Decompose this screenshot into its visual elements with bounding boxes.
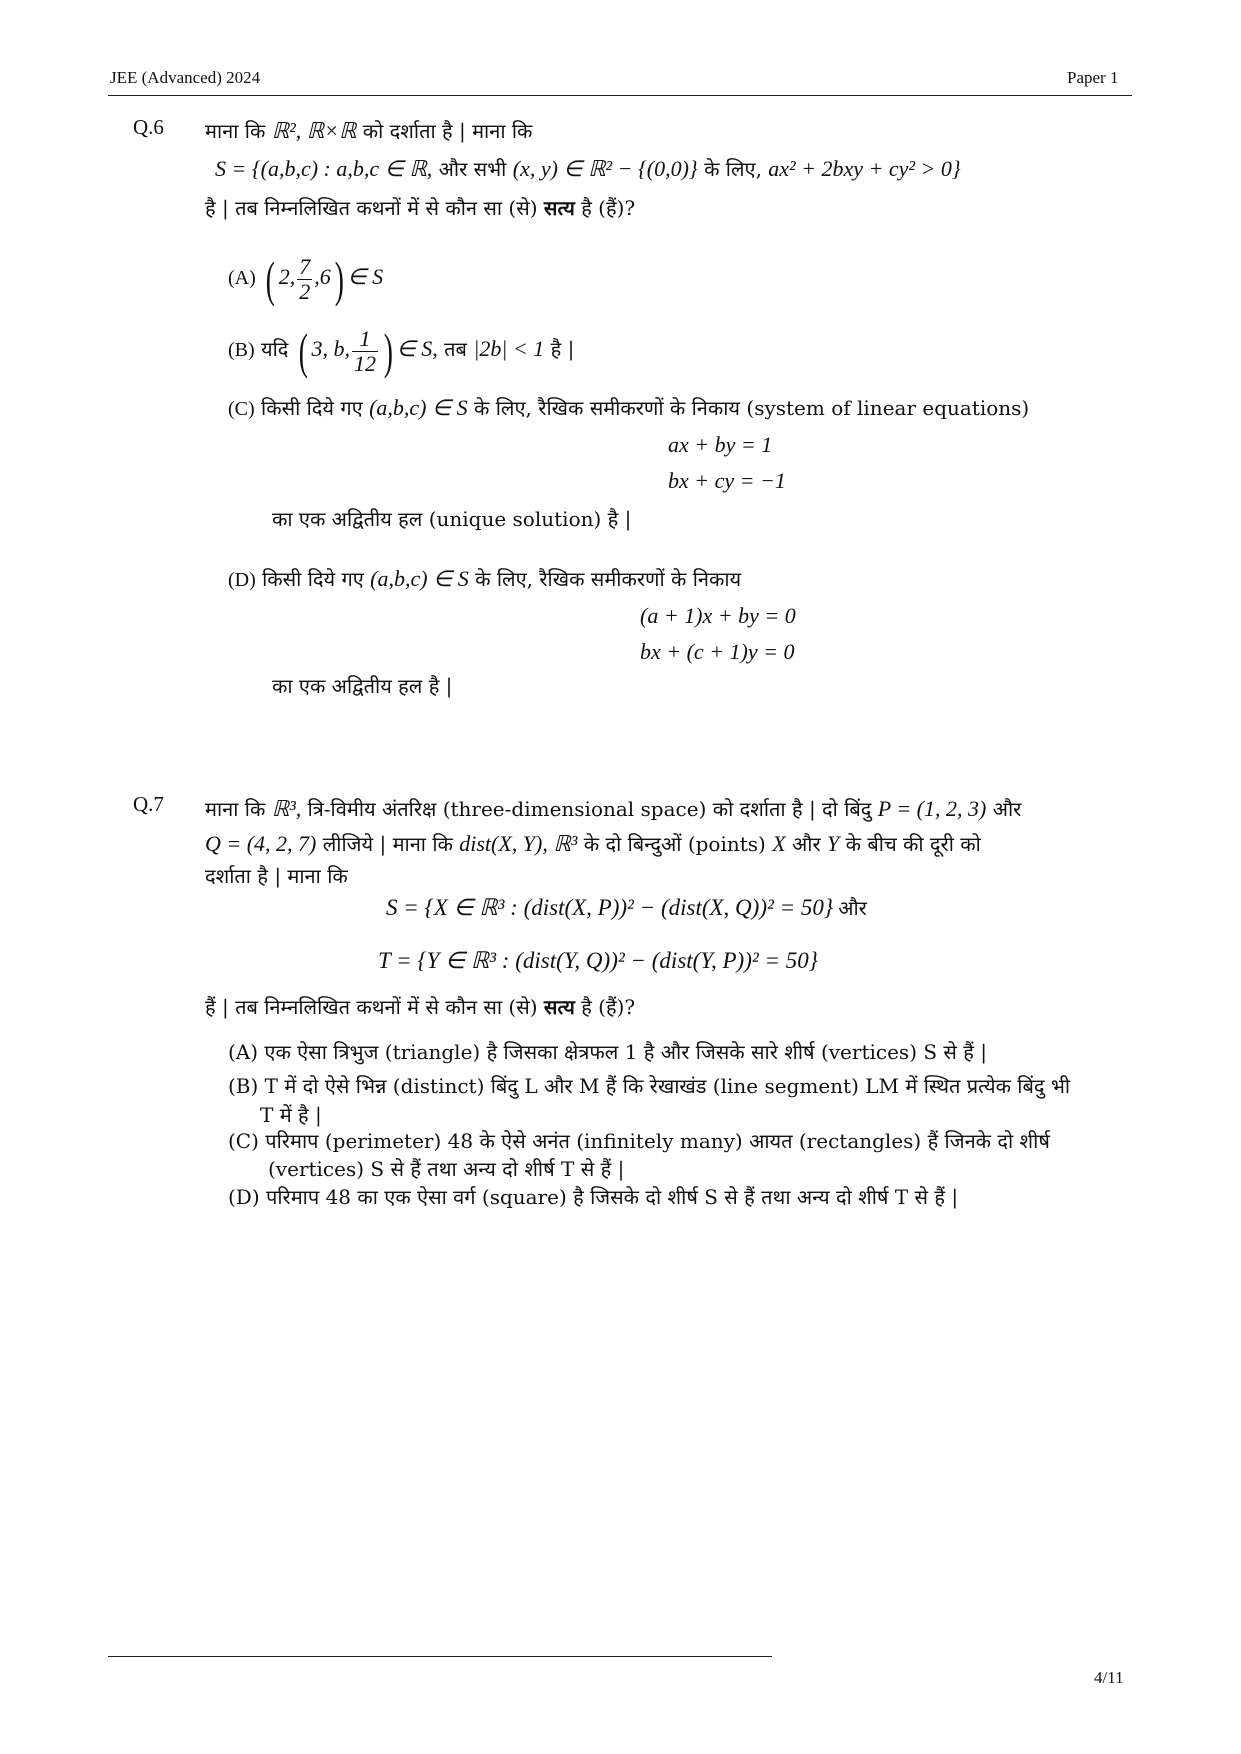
- q7-line3: दर्शाता है | माना कि: [205, 864, 348, 888]
- q6-set-def-b: (x, y) ∈ ℝ² − {(0,0)}: [512, 156, 698, 181]
- q7-option-b-line2: T में है |: [260, 1103, 322, 1127]
- q6-line1-math: ℝ², ℝ×ℝ: [271, 118, 357, 143]
- q7-line2: [205, 830, 981, 858]
- q6-set-def-a: S = {(a,b,c) : a,b,c ∈ ℝ,: [215, 156, 433, 181]
- q6-option-d-text: किसी दिये गए: [262, 567, 364, 591]
- footer-rule: [108, 1656, 772, 1657]
- q6-prompt-bold: सत्य: [543, 196, 575, 220]
- q6-option-a-fraction: [297, 255, 312, 302]
- q6-option-c-text2: के लिए, रैखिक समीकरणों के निकाय (system of linear equations): [474, 396, 1030, 420]
- q6-line2-text: और सभी: [438, 157, 507, 181]
- q6-line2-text2: के लिए,: [704, 157, 762, 181]
- q7-line2-text2: के दो बिन्दुओं (points): [583, 832, 766, 856]
- q6-option-b-label: (B): [228, 339, 255, 362]
- q6-option-b-end: है |: [550, 337, 575, 362]
- q6-option-a-label: (A): [228, 267, 256, 290]
- q7-line2-text4: के बीच की दूरी को: [845, 832, 981, 856]
- q6-option-d-label: (D): [228, 569, 256, 591]
- header-paper-label: Paper 1: [1067, 68, 1119, 87]
- q6-option-c-eq2: bx + cy = −1: [668, 468, 786, 493]
- q6-line2: [215, 155, 961, 183]
- q6-option-a-post: ,6: [314, 264, 331, 290]
- q7-option-a: (A) एक ऐसा त्रिभुज (triangle) है जिसका क्षेत्रफल 1 है और जिसके सारे शीर्ष (vertices) S से हैं |: [228, 1040, 988, 1064]
- q7-point-q: Q = (4, 2, 7): [205, 831, 317, 856]
- q6-line1-text: माना कि: [205, 119, 266, 143]
- q7-set-t: [378, 948, 818, 974]
- q6-option-b-fraction: [352, 327, 378, 374]
- q6-option-d: [228, 565, 741, 592]
- q6-option-b-math2: |2b| < 1: [473, 336, 545, 362]
- q6-line1-tail: को दर्शाता है | माना कि: [362, 119, 533, 143]
- q7-prompt-pre: हैं | तब निम्नलिखित कथनों में से कौन सा (से): [205, 995, 538, 1019]
- q7-option-b-line1: (B) T में दो ऐसे भिन्न (distinct) बिंदु L और M हैं कि रेखाखंड (line segment) LM में स्थित प्रत्येक बिंदु भी: [228, 1074, 1071, 1098]
- q7-set-s: [386, 895, 867, 921]
- q6-option-c-math: (a,b,c) ∈ S: [369, 395, 468, 420]
- q7-line1-math: ℝ³,: [271, 796, 302, 821]
- q7-option-c-line2: (vertices) S से हैं तथा अन्य दो शीर्ष T से हैं |: [268, 1157, 625, 1181]
- q6-option-d-text2: के लिए, रैखिक समीकरणों के निकाय: [475, 567, 742, 591]
- q6-prompt-pre: है | तब निम्नलिखित कथनों में से कौन सा (से): [205, 196, 538, 220]
- q7-line1: [205, 795, 1021, 823]
- q7-option-c-line1: (C) परिमाप (perimeter) 48 के ऐसे अनंत (infinitely many) आयत (rectangles) हैं जिनके दो शीर्ष: [228, 1129, 1050, 1153]
- q6-option-c-end: का एक अद्वितीय हल (unique solution) है |: [272, 507, 632, 531]
- q7-dist-def: dist(X, Y), ℝ³: [459, 831, 578, 856]
- q7-line2-text3: और: [792, 832, 821, 856]
- q7-set-s-eq: S = {X ∈ ℝ³ : (dist(X, P))² − (dist(X, Q))² = 50}: [386, 895, 834, 920]
- q6-option-b-num: 1: [352, 327, 378, 351]
- q6-number: Q.6: [133, 115, 164, 139]
- q6-option-b-tail: ∈ S,: [396, 336, 438, 362]
- q6-option-b-den: 12: [353, 350, 376, 376]
- q6-prompt: [205, 196, 635, 221]
- q6-option-d-eq1: (a + 1)x + by = 0: [640, 603, 796, 628]
- header-exam-title: JEE (Advanced) 2024: [110, 68, 261, 87]
- q7-option-d: (D) परिमाप 48 का एक ऐसा वर्ग (square) है जिसके दो शीर्ष S से हैं तथा अन्य दो शीर्ष T से हैं |: [228, 1185, 959, 1209]
- header-rule: [108, 95, 1132, 96]
- q7-set-t-eq: T = {Y ∈ ℝ³ : (dist(Y, Q))² − (dist(Y, P))² = 50}: [378, 948, 818, 973]
- q6-option-a: (A) ( 2, $\frac{7}{2}$ ,6) ∈ S: [228, 251, 384, 307]
- q6-option-c-text: किसी दिये गए: [261, 396, 363, 420]
- q6-option-b-pre: 3, b,: [311, 336, 350, 362]
- q6-option-a-pre: 2,: [278, 264, 296, 290]
- q7-prompt: [205, 995, 635, 1020]
- q6-option-b-text: यदि: [261, 337, 289, 362]
- q7-line1-end: और: [992, 797, 1022, 821]
- q6-option-c: [228, 394, 1029, 421]
- q7-var-x: X: [772, 831, 786, 856]
- q6-option-c-label: (C): [228, 398, 255, 420]
- q6-option-a-den: 2: [299, 278, 311, 304]
- q6-option-c-eq1: ax + by = 1: [668, 432, 773, 457]
- q6-option-b-text2: तब: [444, 337, 467, 362]
- q6-option-b: (B) यदि ( 3, b, $\frac{1}{12}$ ) ∈ S, तब |2b| < 1 है |: [228, 323, 575, 379]
- q7-prompt-post: है (हैं)?: [581, 995, 636, 1019]
- q6-prompt-post: है (हैं)?: [581, 196, 636, 220]
- q7-number: Q.7: [133, 792, 164, 816]
- q6-option-d-eq2: bx + (c + 1)y = 0: [640, 639, 795, 664]
- q7-set-s-tail: और: [838, 896, 867, 920]
- q6-option-a-tail: ∈ S: [347, 264, 384, 290]
- q7-var-y: Y: [827, 831, 840, 856]
- q6-option-d-math: (a,b,c) ∈ S: [370, 566, 469, 591]
- footer-page-number: 4/11: [1094, 1668, 1124, 1687]
- q7-point-p: P = (1, 2, 3): [877, 796, 987, 821]
- q7-line1-text: माना कि: [205, 797, 266, 821]
- q6-line1: [205, 117, 532, 145]
- q7-line2-text: लीजिये | माना कि: [322, 832, 453, 856]
- q7-line1-tail: त्रि-विमीय अंतरिक्ष (three-dimensional space) को दर्शाता है | दो बिंदु: [307, 797, 872, 821]
- q6-option-a-num: 7: [299, 254, 311, 280]
- q6-option-d-end: का एक अद्वितीय हल है |: [272, 674, 453, 698]
- q6-set-def-c: ax² + 2bxy + cy² > 0}: [768, 156, 961, 181]
- q7-prompt-bold: सत्य: [543, 995, 575, 1019]
